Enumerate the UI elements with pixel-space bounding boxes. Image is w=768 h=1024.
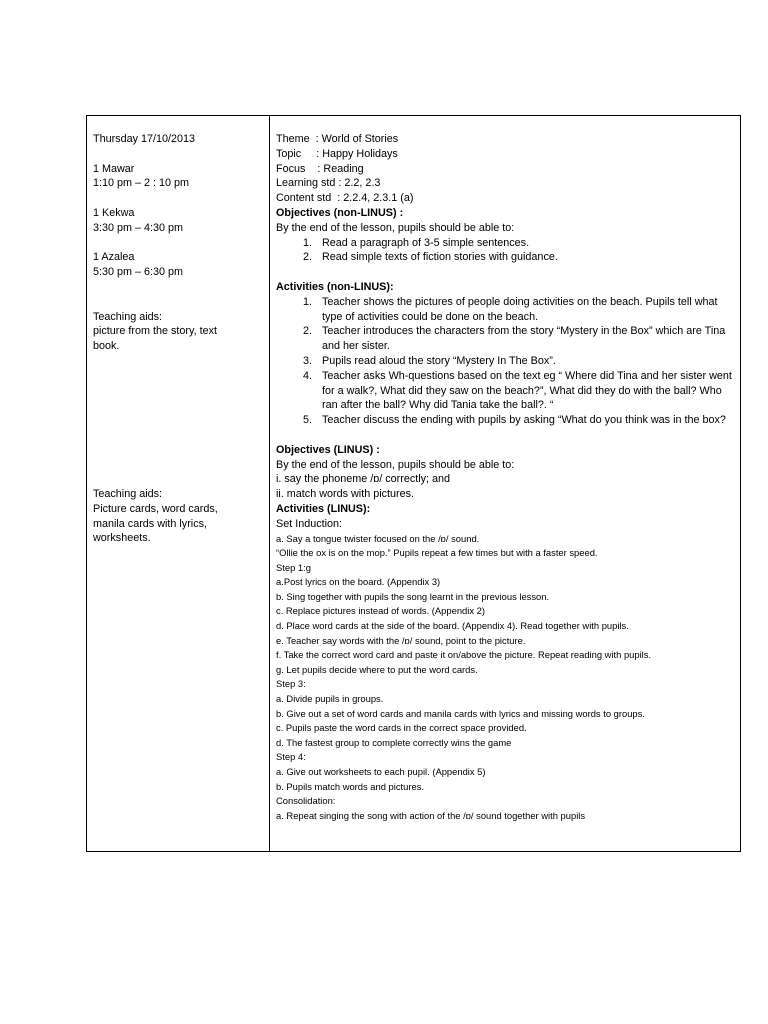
list-item: 4. Teacher asks Wh-questions based on the text eg “ Where did Tina and her sister went for a walk?, What did they saw on the beach?”, What did they do with the ball? Who ran after the ball? Why did Tania take the ball?. “	[302, 369, 732, 412]
lesson-date: Thursday 17/10/2013	[93, 133, 196, 145]
objective-line: ii. match words with pictures.	[276, 488, 415, 501]
activity-line: e. Teacher say words with the /ɒ/ sound, point to the picture.	[276, 634, 526, 646]
teaching-aids-text: picture from the story, text	[93, 325, 218, 338]
activity-line: g. Let pupils decide where to put the word cards.	[276, 663, 478, 675]
objective-line: i. say the phoneme /ɒ/ correctly; and	[276, 473, 451, 486]
activity-line: a.Post lyrics on the board. (Appendix 3)	[276, 576, 441, 588]
teaching-aids-text: worksheets.	[93, 532, 151, 545]
activities-list	[276, 295, 732, 428]
activity-line: b. Sing together with pupils the song learnt in the previous lesson.	[276, 590, 550, 602]
step-heading: Step 3:	[276, 678, 306, 690]
class-name: 1 Mawar	[93, 162, 135, 175]
activity-line: d. The fastest group to complete correctly wins the game	[276, 736, 512, 748]
topic-line: Topic : Happy Holidays	[276, 147, 398, 160]
activity-line: a. Divide pupils in groups.	[276, 693, 384, 705]
list-item: 1. Teacher shows the pictures of people doing activities on the beach. Pupils tell what type of activities could be done on the beach.	[302, 295, 718, 323]
activities-linus-heading: Activities (LINUS):	[276, 502, 371, 515]
activity-line: a. Give out worksheets to each pupil. (Appendix 5)	[276, 766, 486, 778]
activity-line: a. Say a tongue twister focused on the /ɒ/ sound.	[276, 532, 480, 544]
theme-line: Theme : World of Stories	[276, 133, 399, 145]
objectives-list	[276, 236, 732, 266]
activity-line: f. Take the correct word card and paste it on/above the picture. Repeat reading with pupils.	[276, 649, 652, 661]
class-name: 1 Azalea	[93, 251, 135, 264]
step-heading: Consolidation:	[276, 795, 336, 807]
objectives-linus-heading: Objectives (LINUS) :	[276, 443, 380, 456]
step-heading: Set Induction:	[276, 517, 343, 530]
list-item: 3. Pupils read aloud the story “Mystery In The Box”.	[302, 354, 556, 367]
focus-line: Focus : Reading	[276, 162, 364, 175]
teaching-aids-text: book.	[93, 340, 120, 353]
class-time: 3:30 pm – 4:30 pm	[93, 221, 184, 234]
list-item: 5. Teacher discuss the ending with pupils by asking “What do you think was in the box?	[302, 414, 726, 427]
class-time: 1:10 pm – 2 : 10 pm	[93, 177, 190, 190]
teaching-aids-heading: Teaching aids:	[93, 310, 163, 323]
activity-line: c. Pupils paste the word cards in the correct space provided.	[276, 722, 527, 734]
objectives-intro: By the end of the lesson, pupils should be able to:	[276, 221, 515, 234]
class-time: 5:30 pm – 6:30 pm	[93, 266, 184, 279]
objectives-non-linus-heading: Objectives (non-LINUS) :	[276, 206, 404, 219]
list-item: 2. Read simple texts of fiction stories with guidance.	[302, 251, 558, 264]
step-heading: Step 4:	[276, 751, 306, 763]
list-item: 1. Read a paragraph of 3-5 simple sentences.	[302, 236, 530, 249]
objectives-intro: By the end of the lesson, pupils should be able to:	[276, 458, 515, 471]
lesson-plan-table	[86, 115, 741, 852]
lesson-details-column	[270, 116, 740, 851]
activity-line: b. Pupils match words and pictures.	[276, 780, 424, 792]
teaching-aids-text: Picture cards, word cards,	[93, 502, 218, 515]
activity-line: b. Give out a set of word cards and manila cards with lyrics and missing words to groups.	[276, 707, 645, 719]
teaching-aids-text: manila cards with lyrics,	[93, 517, 207, 530]
list-item: 2. Teacher introduces the characters from the story “Mystery in the Box” which are Tina and her sister.	[302, 325, 726, 353]
activity-line: c. Replace pictures instead of words. (Appendix 2)	[276, 605, 485, 617]
content-std-line: Content std : 2.2.4, 2.3.1 (a)	[276, 192, 414, 205]
activity-line: “Ollie the ox is on the mop.” Pupils repeat a few times but with a faster speed.	[276, 547, 598, 559]
learning-std-line: Learning std : 2.2, 2.3	[276, 177, 381, 190]
step-heading: Step 1:g	[276, 561, 311, 573]
class-name: 1 Kekwa	[93, 206, 135, 219]
schedule-column	[87, 116, 270, 851]
activity-line: a. Repeat singing the song with action of the /ɒ/ sound together with pupils	[276, 809, 586, 821]
teaching-aids-heading: Teaching aids:	[93, 487, 163, 500]
activity-line: d. Place word cards at the side of the board. (Appendix 4). Read together with pupils.	[276, 620, 629, 632]
activities-non-linus-heading: Activities (non-LINUS):	[276, 280, 394, 293]
